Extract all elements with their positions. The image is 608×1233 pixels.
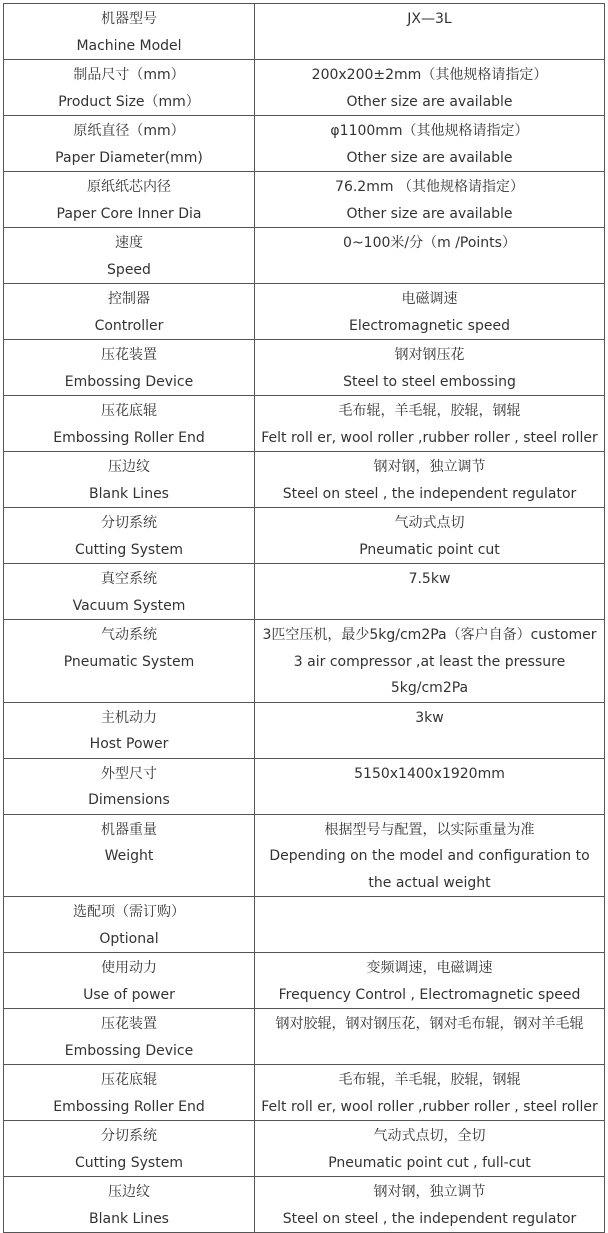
spec-value-cell bbox=[255, 116, 605, 172]
table-row bbox=[4, 1177, 605, 1233]
spec-label-cell bbox=[4, 396, 255, 452]
spec-label-cell bbox=[4, 1065, 255, 1121]
spec-value-line: Depending on the model and configuration to bbox=[269, 848, 590, 864]
spec-value-cell bbox=[255, 1177, 605, 1233]
spec-label-cn: 主机动力 bbox=[101, 709, 157, 726]
spec-value-line: 气动式点切，全切 bbox=[373, 1128, 486, 1144]
spec-value-cell bbox=[255, 702, 605, 758]
spec-label-cell bbox=[4, 702, 255, 758]
spec-label-cell bbox=[4, 1121, 255, 1177]
spec-value-cell bbox=[255, 758, 605, 814]
spec-value-line: Pneumatic point cut , full-cut bbox=[328, 1154, 531, 1171]
spec-value-line: 毛布辊，羊毛辊，胶辊，钢辊 bbox=[338, 1072, 521, 1088]
spec-value-line: 3匹空压机，最少5kg/cm2Pa（客户自备）customer bbox=[262, 627, 597, 643]
table-row bbox=[4, 396, 605, 452]
spec-label-cell bbox=[4, 60, 255, 116]
spec-label-cn: 选配项（需订购） bbox=[73, 904, 185, 920]
spec-label-cell bbox=[4, 897, 255, 953]
spec-label-cell bbox=[4, 228, 255, 284]
table-row bbox=[4, 1121, 605, 1177]
spec-value-line: Other size are available bbox=[346, 205, 513, 222]
spec-label-cn: 外型尺寸 bbox=[101, 765, 157, 782]
spec-label-en: Paper Core Inner Dia bbox=[56, 205, 202, 222]
table-row bbox=[4, 116, 605, 172]
table-row bbox=[4, 172, 605, 228]
spec-value-cell bbox=[255, 340, 605, 396]
spec-value-line: Other size are available bbox=[346, 149, 513, 166]
table-row bbox=[4, 1009, 605, 1065]
spec-label-en: Machine Model bbox=[76, 37, 182, 54]
spec-value-cell bbox=[255, 814, 605, 897]
spec-value-line: 钢对钢，独立调节 bbox=[373, 1184, 486, 1200]
spec-value-line: 3kw bbox=[415, 709, 444, 726]
spec-value-line: 气动式点切 bbox=[394, 515, 465, 531]
table-row bbox=[4, 953, 605, 1009]
spec-value-line: 钢对钢压花 bbox=[394, 347, 465, 363]
spec-value-cell bbox=[255, 396, 605, 452]
spec-value-line: 根据型号与配置，以实际重量为准 bbox=[324, 821, 535, 838]
spec-label-en: Host Power bbox=[89, 736, 169, 752]
spec-label-en: Optional bbox=[99, 930, 159, 947]
table-row bbox=[4, 620, 605, 703]
spec-label-cell bbox=[4, 620, 255, 703]
spec-value-cell bbox=[255, 60, 605, 116]
spec-table bbox=[3, 3, 605, 1233]
spec-value-cell bbox=[255, 1065, 605, 1121]
spec-value-cell bbox=[255, 1121, 605, 1177]
spec-label-cell bbox=[4, 172, 255, 228]
spec-value-line: 变频调速，电磁调速 bbox=[366, 960, 493, 976]
spec-label-en: Product Size（mm） bbox=[58, 93, 200, 110]
spec-value-line: 5kg/cm2Pa bbox=[390, 680, 469, 696]
spec-label-cell bbox=[4, 1009, 255, 1065]
spec-value-line: 钢对胶辊，钢对钢压花，钢对毛布辊，钢对羊毛辊 bbox=[275, 1016, 584, 1032]
spec-label-cn: 原纸纸芯内径 bbox=[87, 179, 171, 195]
spec-value-line: 电磁调速 bbox=[401, 291, 458, 307]
spec-value-cell bbox=[255, 284, 605, 340]
spec-value-cell bbox=[255, 4, 605, 60]
spec-value-cell bbox=[255, 228, 605, 284]
spec-label-cell bbox=[4, 116, 255, 172]
spec-label-en: Dimensions bbox=[88, 792, 170, 808]
spec-table-body bbox=[4, 4, 605, 1233]
spec-value-line: Felt roll er, wool roller ,rubber roller , steel roller bbox=[261, 1098, 598, 1115]
spec-label-en: Controller bbox=[94, 317, 164, 334]
spec-label-en: Speed bbox=[107, 261, 151, 278]
table-row bbox=[4, 4, 605, 60]
spec-label-en: Embossing Device bbox=[64, 373, 194, 390]
spec-value-line: Steel on steel , the independent regulator bbox=[282, 485, 577, 502]
spec-label-cn: 分切系统 bbox=[101, 515, 157, 531]
spec-value-line: Electromagnetic speed bbox=[349, 317, 510, 334]
spec-label-cn: 原纸直径（mm） bbox=[73, 123, 185, 139]
spec-label-cell bbox=[4, 340, 255, 396]
spec-label-cell bbox=[4, 564, 255, 620]
spec-value-cell bbox=[255, 620, 605, 703]
table-row bbox=[4, 564, 605, 620]
table-row bbox=[4, 340, 605, 396]
spec-value-cell bbox=[255, 564, 605, 620]
spec-value-line: Steel on steel , the independent regulator bbox=[282, 1210, 577, 1227]
spec-label-cell bbox=[4, 4, 255, 60]
spec-label-en: Use of power bbox=[83, 986, 175, 1003]
spec-value-line: Steel to steel embossing bbox=[343, 373, 516, 390]
spec-value-cell bbox=[255, 172, 605, 228]
spec-value-cell bbox=[255, 1009, 605, 1065]
table-row bbox=[4, 508, 605, 564]
spec-label-cell bbox=[4, 814, 255, 897]
spec-value-line: 5150x1400x1920mm bbox=[354, 765, 505, 782]
spec-label-en: Pneumatic System bbox=[63, 653, 195, 670]
spec-value-line: 76.2mm （其他规格请指定） bbox=[335, 179, 524, 195]
spec-label-cell bbox=[4, 508, 255, 564]
table-row bbox=[4, 897, 605, 953]
spec-value-line: 7.5kw bbox=[408, 571, 451, 587]
spec-label-cn: 控制器 bbox=[108, 291, 150, 307]
spec-value-line: Pneumatic point cut bbox=[359, 541, 500, 558]
spec-value-line: JX—3L bbox=[407, 11, 452, 27]
table-row bbox=[4, 284, 605, 340]
spec-label-cn: 机器重量 bbox=[101, 821, 157, 838]
spec-value-cell bbox=[255, 508, 605, 564]
spec-value-cell bbox=[255, 953, 605, 1009]
spec-value-line: the actual weight bbox=[368, 874, 491, 891]
spec-label-cn: 速度 bbox=[115, 235, 143, 251]
spec-label-en: Embossing Roller End bbox=[53, 1098, 205, 1115]
spec-label-cn: 压边纹 bbox=[108, 1184, 150, 1200]
spec-label-cn: 压花底辊 bbox=[101, 403, 157, 419]
table-row bbox=[4, 228, 605, 284]
spec-label-en: Blank Lines bbox=[89, 485, 169, 502]
spec-label-en: Cutting System bbox=[75, 1154, 183, 1171]
spec-label-cn: 机器型号 bbox=[101, 11, 157, 27]
spec-value-line: Frequency Control , Electromagnetic speed bbox=[278, 986, 581, 1003]
spec-label-cn: 分切系统 bbox=[101, 1128, 157, 1144]
spec-label-en: Vacuum System bbox=[72, 597, 186, 614]
spec-value-line: 200x200±2mm（其他规格请指定） bbox=[311, 67, 548, 83]
spec-label-en: Embossing Roller End bbox=[53, 429, 205, 446]
spec-label-cell bbox=[4, 452, 255, 508]
spec-label-en: Weight bbox=[104, 848, 154, 864]
table-row bbox=[4, 60, 605, 116]
spec-label-cn: 真空系统 bbox=[101, 571, 157, 587]
spec-value-line: 0~100米/分（m /Points） bbox=[343, 235, 516, 251]
spec-label-cn: 压花装置 bbox=[101, 347, 157, 363]
spec-label-en: Cutting System bbox=[75, 541, 183, 558]
table-row bbox=[4, 758, 605, 814]
spec-label-cell bbox=[4, 1177, 255, 1233]
spec-label-cn: 制品尺寸（mm） bbox=[73, 67, 185, 83]
spec-label-cn: 压边纹 bbox=[108, 459, 150, 475]
spec-label-cn: 压花底辊 bbox=[101, 1072, 157, 1088]
spec-label-cell bbox=[4, 284, 255, 340]
table-row bbox=[4, 814, 605, 897]
spec-label-cn: 使用动力 bbox=[101, 960, 157, 976]
spec-value-line: Other size are available bbox=[346, 93, 513, 110]
spec-value-line: 毛布辊，羊毛辊，胶辊，钢辊 bbox=[338, 403, 521, 419]
spec-label-en: Embossing Device bbox=[64, 1042, 194, 1059]
spec-label-cell bbox=[4, 953, 255, 1009]
table-row bbox=[4, 452, 605, 508]
spec-label-cn: 压花装置 bbox=[101, 1016, 157, 1032]
spec-value-line: φ1100mm（其他规格请指定） bbox=[330, 123, 529, 139]
table-row bbox=[4, 1065, 605, 1121]
table-row bbox=[4, 702, 605, 758]
spec-value-line: 3 air compressor ,at least the pressure bbox=[293, 653, 566, 670]
spec-value-line: Felt roll er, wool roller ,rubber roller , steel roller bbox=[261, 429, 598, 446]
spec-value-cell bbox=[255, 897, 605, 953]
spec-label-cell bbox=[4, 758, 255, 814]
spec-label-en: Paper Diameter(mm) bbox=[55, 149, 203, 166]
spec-value-cell bbox=[255, 452, 605, 508]
spec-label-en: Blank Lines bbox=[89, 1210, 169, 1227]
spec-value-line: 钢对钢，独立调节 bbox=[373, 459, 486, 475]
spec-label-cn: 气动系统 bbox=[101, 627, 157, 643]
